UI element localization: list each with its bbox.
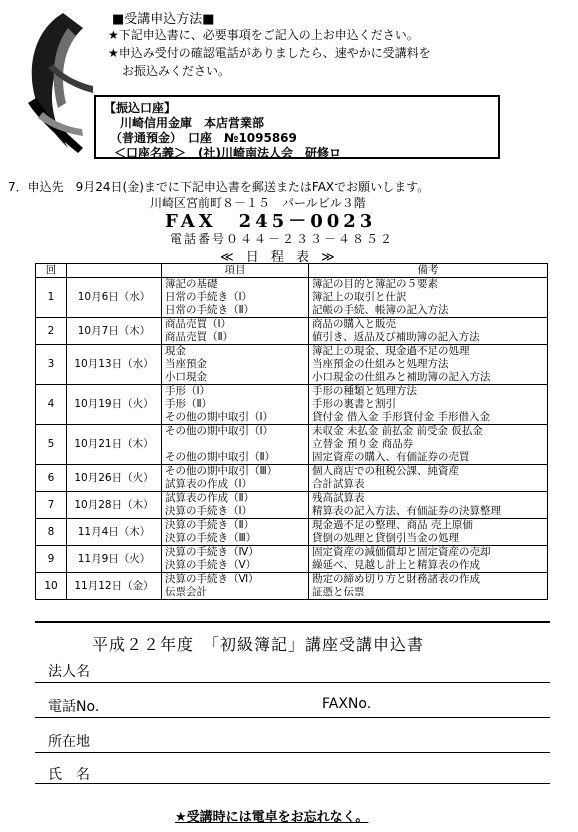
row-no: 7: [36, 492, 67, 519]
application-address: 川崎区宮前町８－１５ パールビル３階: [150, 196, 366, 210]
row-notes: [309, 425, 548, 465]
note-line: 記帳の手続、帳簿の記入方法: [312, 304, 449, 316]
header-item: 項目: [162, 264, 309, 278]
row-notes: [309, 385, 548, 425]
row-notes: [309, 492, 548, 519]
schedule-title: ≪ 日 程 表 ≫: [220, 250, 339, 265]
row-items: [162, 573, 309, 600]
row-no: 9: [36, 546, 67, 573]
row-no: 8: [36, 519, 67, 546]
bank-account-box: [94, 95, 500, 159]
item-line: その他の期中取引（Ⅲ）: [165, 465, 278, 477]
note-line: 勘定の締め切り方と財務諸表の作成: [312, 573, 480, 585]
note-line: 残高試算表: [312, 492, 365, 504]
section-divider: [35, 621, 550, 623]
note-line: 商品の購入と販売: [312, 318, 396, 330]
note-line: 立替金 預り金 商品券: [312, 438, 414, 450]
row-date: 11月4日（木）: [67, 519, 162, 546]
note-line: 小口現金の仕組みと補助簿の記入方法: [312, 371, 491, 383]
note-line: 繰延べ、見越し計上と精算表の作成: [312, 559, 480, 571]
row-no: 6: [36, 465, 67, 492]
item-line: 伝票会計: [165, 586, 207, 598]
note-line: 貸倒の処理と貸倒引当金の処理: [312, 532, 459, 544]
row-items: [162, 345, 309, 385]
row-notes: [309, 278, 548, 318]
row-items: [162, 385, 309, 425]
note-line: 貸付金 借入金 手形貸付金 手形借入金: [312, 411, 491, 423]
table-row: [36, 465, 548, 492]
bank-account-holder: ＜口座名義＞ (社)川崎南法人会 研修ロ: [114, 146, 341, 160]
row-date: 11月9日（火）: [67, 546, 162, 573]
note-line: 簿記上の取引と仕訳: [312, 291, 407, 303]
table-row: [36, 573, 548, 600]
note-line: 個人商店での租税公課、純資産: [312, 465, 459, 477]
item-line: その他の期中取引（Ⅰ）: [165, 411, 274, 423]
table-row: [36, 345, 548, 385]
row-items: [162, 278, 309, 318]
schedule-header-row: [36, 264, 548, 278]
table-row: [36, 546, 548, 573]
row-no: 1: [36, 278, 67, 318]
note-line: 固定資産の減価償却と固定資産の売却: [312, 546, 491, 558]
note-line: 現金過不足の整理、商品 売上原価: [312, 519, 473, 531]
row-notes: [309, 573, 548, 600]
item-line: その他の期中取引（Ⅰ）: [165, 425, 274, 437]
instruction-line-2: ★申込み受付の確認電話がありましたら、速やかに受講料を: [108, 46, 431, 60]
note-line: 値引き、返品及び補助簿の記入方法: [312, 331, 480, 343]
note-line: 精算表の記入方法、有価証券の決算整理: [312, 505, 501, 517]
table-row: [36, 278, 548, 318]
phone-label: 電話No.: [48, 699, 100, 715]
table-row: [36, 318, 548, 345]
item-line: 小口現金: [165, 371, 207, 383]
calculator-reminder: ★受講時には電卓をお忘れなく。: [175, 810, 369, 825]
fax-label: FAXNo.: [322, 696, 372, 712]
item-line: 試算表の作成（Ⅱ）: [165, 492, 255, 504]
header-no: 回: [36, 264, 67, 278]
corp-name-field[interactable]: [35, 682, 550, 683]
person-name-label: 氏 名: [48, 767, 90, 783]
row-items: [162, 465, 309, 492]
row-notes: [309, 318, 548, 345]
table-row: [36, 425, 548, 465]
item-line: 簿記の基礎: [165, 278, 218, 290]
row-date: 10月28日（木）: [67, 492, 162, 519]
row-items: [162, 519, 309, 546]
item-line: 日常の手続き（Ⅰ）: [165, 291, 253, 303]
row-no: 4: [36, 385, 67, 425]
row-date: 10月21日（木）: [67, 425, 162, 465]
row-date: 10月13日（水）: [67, 345, 162, 385]
item-line: 現金: [165, 345, 186, 357]
row-no: 10: [36, 573, 67, 600]
row-no: 5: [36, 425, 67, 465]
corp-name-label: 法人名: [48, 664, 90, 680]
item-line: 決算の手続き（Ⅴ）: [165, 559, 257, 571]
application-method-title: ■受講申込方法■: [112, 12, 215, 27]
row-notes: [309, 519, 548, 546]
row-no: 3: [36, 345, 67, 385]
item-line: 決算の手続き（Ⅱ）: [165, 519, 255, 531]
note-line: 手形の裏書と割引: [312, 398, 396, 410]
instruction-line-3: お振込みください。: [122, 64, 231, 78]
bank-name: 川崎信用金庫 本店営業部: [120, 116, 265, 130]
bank-heading: 【振込口座】: [104, 101, 177, 115]
item-line: その他の期中取引（Ⅱ）: [165, 451, 276, 463]
item-line: 決算の手続き（Ⅵ）: [165, 573, 259, 585]
row-items: [162, 318, 309, 345]
item-line: 商品売買（Ⅱ）: [165, 331, 234, 343]
note-line: 簿記の目的と簿記の５要素: [312, 278, 438, 290]
bank-account-number: （普通預金） 口座 №1095869: [110, 131, 297, 145]
row-items: [162, 546, 309, 573]
item-line: 試算表の作成（Ⅰ）: [165, 478, 253, 490]
item-line: 決算の手続き（Ⅳ）: [165, 546, 259, 558]
item-line: 手形（Ⅰ）: [165, 385, 211, 397]
row-date: 10月19日（火）: [67, 385, 162, 425]
note-line: 合計試算表: [312, 478, 365, 490]
note-line: 手形の種類と処理方法: [312, 385, 417, 397]
item-line: 当座預金: [165, 358, 207, 370]
item-line: [165, 438, 305, 451]
note-line: 固定資産の購入、有価証券の売買: [312, 451, 470, 463]
row-no: 2: [36, 318, 67, 345]
row-items: [162, 492, 309, 519]
row-notes: [309, 546, 548, 573]
address-label: 所在地: [48, 734, 90, 750]
row-date: 10月6日（水）: [67, 278, 162, 318]
note-line: 未収金 未払金 前払金 前受金 仮払金: [312, 425, 483, 437]
address-field[interactable]: [35, 752, 550, 753]
phone-fax-field[interactable]: [35, 717, 550, 718]
note-line: 証憑と伝票: [312, 586, 365, 598]
row-date: 10月7日（木）: [67, 318, 162, 345]
table-row: [36, 492, 548, 519]
row-date: 10月26日（火）: [67, 465, 162, 492]
quill-illustration: [8, 8, 98, 158]
header-date: [67, 264, 162, 278]
row-items: [162, 425, 309, 465]
item-line: 日常の手続き（Ⅱ）: [165, 304, 255, 316]
table-row: [36, 385, 548, 425]
header-note: 備考: [309, 264, 548, 278]
item-line: 決算の手続き（Ⅰ）: [165, 505, 253, 517]
person-name-field[interactable]: [35, 783, 550, 784]
note-line: 当座預金の仕組みと処理方法: [312, 358, 449, 370]
schedule-table: [35, 263, 548, 600]
note-line: 簿記上の現金、現金過不足の処理: [312, 345, 470, 357]
application-tel: 電話番号０４４－２３３－４８５２: [170, 232, 395, 246]
application-deadline: 7．申込先 9月24日(金)までに下記申込書を郵送またはFAXでお願いします。: [8, 180, 430, 194]
item-line: 決算の手続き（Ⅲ）: [165, 532, 257, 544]
table-row: [36, 519, 548, 546]
item-line: 商品売買（Ⅰ）: [165, 318, 232, 330]
application-fax: FAX 245－0023: [165, 211, 377, 232]
row-notes: [309, 345, 548, 385]
row-date: 11月12日（金）: [67, 573, 162, 600]
form-title: 平成２２年度 「初級簿記」講座受講申込書: [92, 635, 425, 654]
instruction-line-1: ★下記申込書に、必要事項をご記入の上お申込ください。: [108, 28, 419, 42]
item-line: 手形（Ⅱ）: [165, 398, 213, 410]
row-notes: [309, 465, 548, 492]
